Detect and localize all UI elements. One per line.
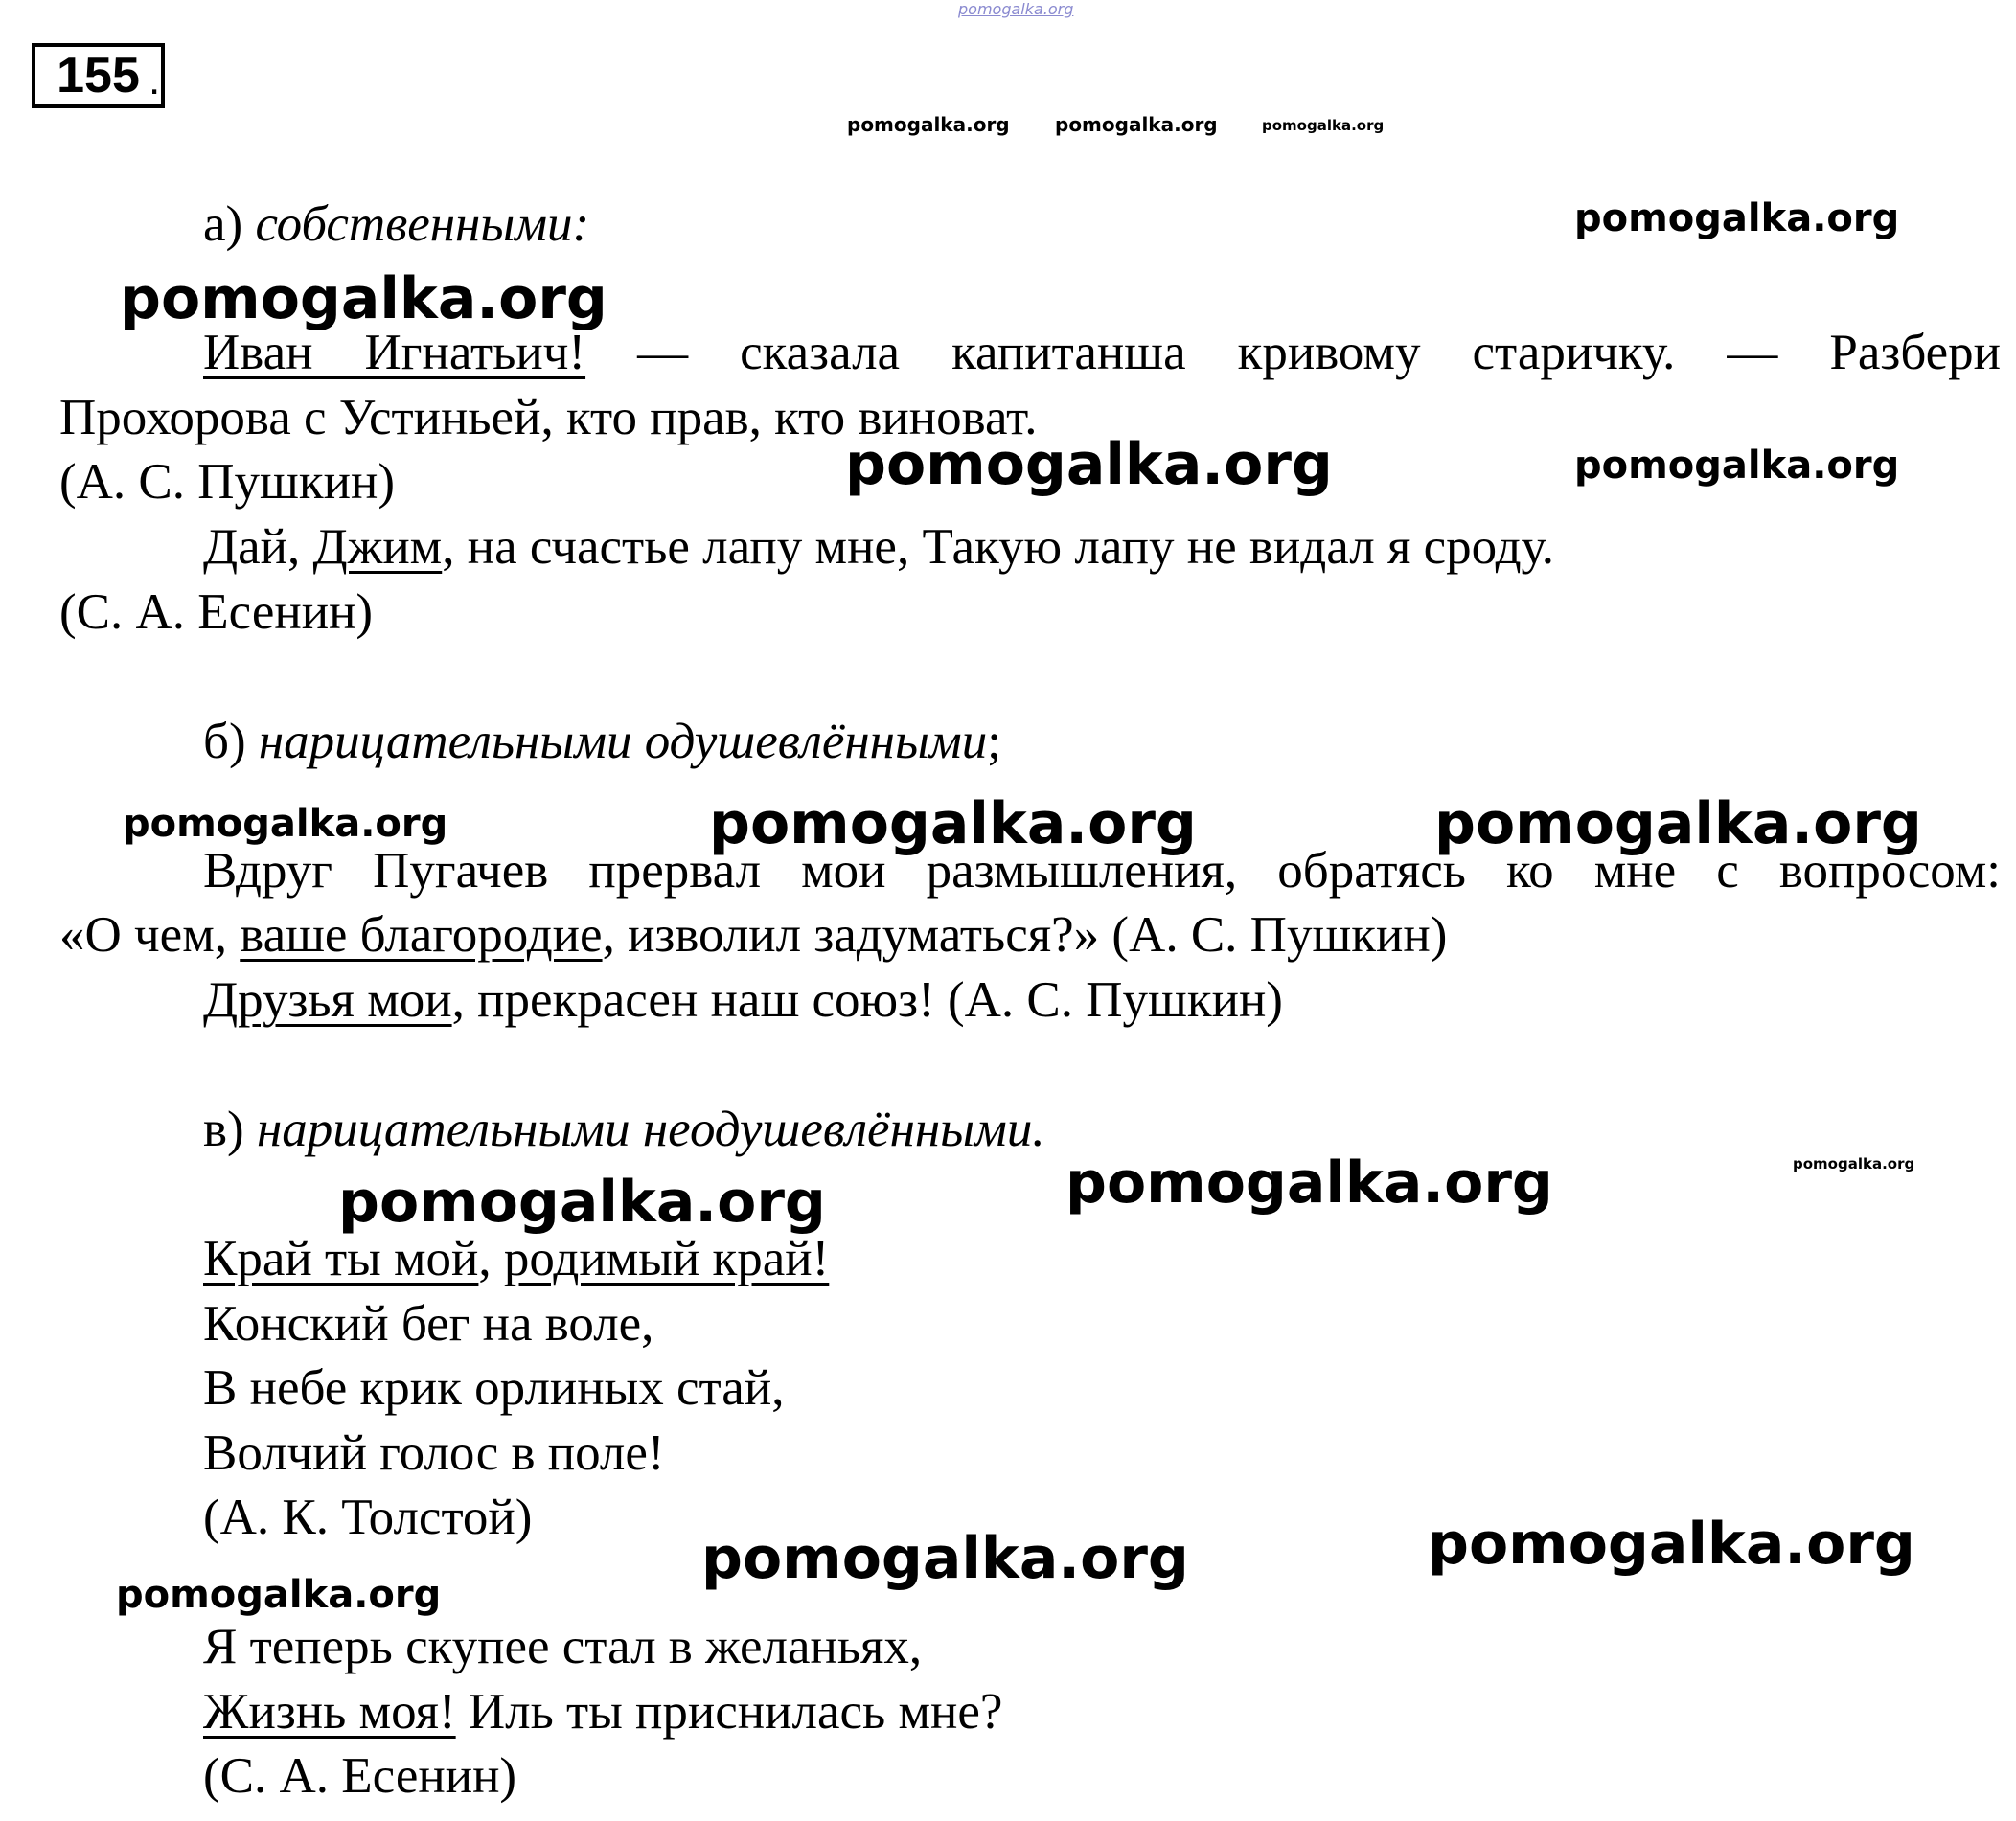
text-run: «О чем, [59, 907, 241, 963]
section-b-line-3 [203, 972, 1283, 1028]
watermark: pomogalka.org [1793, 1155, 1915, 1172]
text-run: , прекрасен наш союз! (А. С. Пушкин) [451, 972, 1283, 1028]
section-a-heading [203, 196, 590, 252]
section-a-line-4 [203, 519, 1554, 575]
poem-1-line-1 [203, 1231, 830, 1286]
watermark: pomogalka.org [1065, 1150, 1553, 1217]
section-b-line-1: Вдруг Пугачев прервал мои размышления, обратясь ко мне с вопросом: [203, 843, 2001, 899]
poem-1-line-4: Волчий голос в поле! [203, 1425, 665, 1481]
section-c-punct: . [1032, 1102, 1045, 1157]
watermark: pomogalka.org [1574, 444, 1900, 488]
watermark: pomogalka.org [1055, 113, 1218, 136]
poem-2-line-2 [203, 1684, 1003, 1740]
section-b-punct: ; [987, 714, 1001, 769]
watermark: pomogalka.org [1434, 790, 1922, 857]
watermark: pomogalka.org [1428, 1511, 1915, 1578]
text-run: , изволил задуматься?» (А. С. Пушкин) [602, 907, 1448, 963]
text-run: — сказала капитанша кривому старичку. — Разбери [585, 325, 2001, 380]
watermark: pomogalka.org [120, 265, 607, 332]
section-c-heading [203, 1104, 1045, 1155]
section-a-punct: : [572, 196, 590, 252]
watermark: pomogalka.org [845, 431, 1333, 498]
underlined-address: Жизнь моя! [203, 1684, 456, 1740]
watermark-top: pomogalka.org [958, 0, 1074, 18]
watermark: pomogalka.org [116, 1573, 442, 1617]
poem-2-line-1: Я теперь скупее стал в желаньях, [203, 1619, 923, 1674]
underlined-address: Друзья мои [203, 972, 452, 1028]
section-a-author-2: (С. А. Есенин) [59, 584, 374, 640]
watermark: pomogalka.org [338, 1169, 826, 1236]
poem-1-line-3: В небе крик орлиных стай, [203, 1360, 785, 1416]
section-a-title: собственными [255, 196, 573, 252]
underlined-address: ваше благородие [240, 907, 603, 963]
underlined-address: Иван Игнатьич! [203, 325, 586, 380]
section-b-line-2 [59, 907, 1448, 963]
section-b-label: б) [203, 714, 246, 769]
text-run: , на счастье лапу мне, Такую лапу не видал я сроду. [442, 519, 1554, 575]
underlined-address: родимый край! [503, 1231, 830, 1286]
section-c-title: нарицательными неодушевлёнными [256, 1102, 1033, 1157]
watermark: pomogalka.org [847, 113, 1010, 136]
watermark: pomogalka.org [1262, 117, 1385, 134]
section-a-label: а) [203, 196, 243, 252]
section-c-label: в) [203, 1102, 244, 1157]
underlined-address: Край ты мой [203, 1231, 479, 1286]
poem-1-line-2: Конский бег на воле, [203, 1296, 654, 1352]
section-b-heading [203, 714, 1001, 769]
text-run: Дай, [203, 519, 313, 575]
section-a-line-1 [203, 325, 2001, 380]
watermark: pomogalka.org [701, 1525, 1189, 1592]
watermark: pomogalka.org [1574, 196, 1900, 240]
exercise-number-dot: . [149, 57, 161, 103]
watermark: pomogalka.org [123, 802, 448, 846]
section-b-title: нарицательными одушевлёнными [258, 714, 988, 769]
section-a-author-1: (А. С. Пушкин) [59, 454, 395, 510]
text-run: Иль ты приснилась мне? [455, 1684, 1003, 1740]
underlined-address: Джим [312, 519, 443, 575]
watermark: pomogalka.org [709, 790, 1197, 857]
poem-2-author: (С. А. Есенин) [203, 1748, 517, 1804]
exercise-number: 155 [32, 43, 165, 108]
poem-1-author: (А. К. Толстой) [203, 1490, 533, 1545]
text-run: , [478, 1231, 504, 1286]
section-a-line-2: Прохорова с Устиньей, кто прав, кто виноват. [59, 390, 1038, 445]
